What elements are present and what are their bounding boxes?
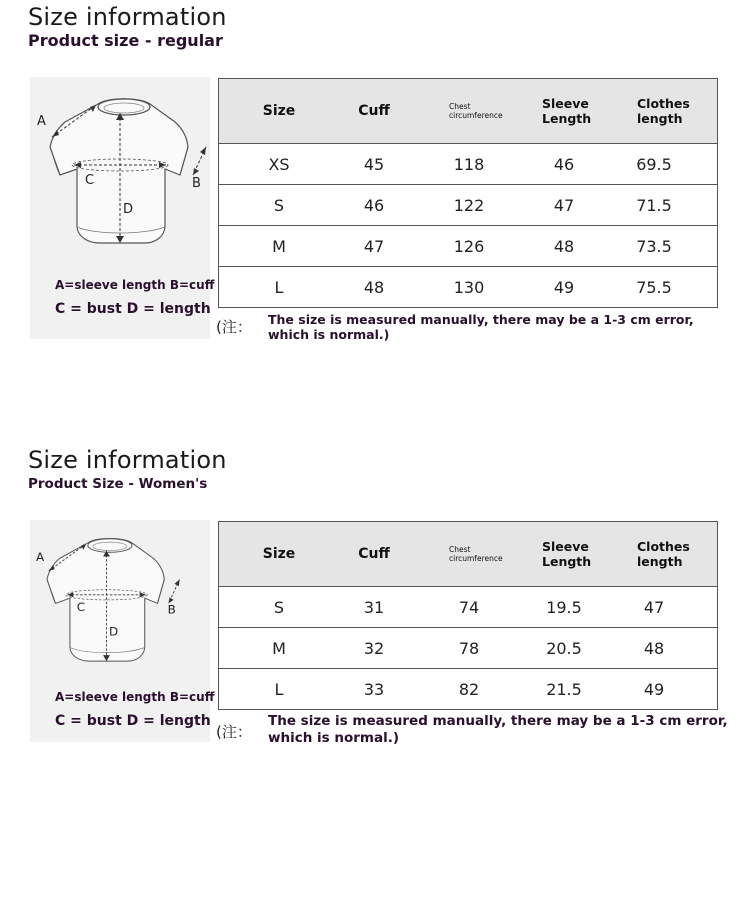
label-d: D xyxy=(109,624,119,639)
label-c: C xyxy=(76,599,86,614)
table-row xyxy=(219,267,717,307)
label-b: B xyxy=(167,602,176,617)
cell-cuff: 32 xyxy=(363,638,385,658)
tshirt-diagram-icon xyxy=(30,77,210,277)
table-row xyxy=(219,226,717,267)
cell-size: XS xyxy=(268,154,290,174)
table-header-row xyxy=(219,522,717,587)
header-size: Size xyxy=(262,546,296,562)
cell-clothes: 75.5 xyxy=(636,277,672,297)
cell-cuff: 33 xyxy=(363,679,385,699)
cell-size: M xyxy=(272,638,286,658)
label-b: B xyxy=(192,176,201,191)
table-row xyxy=(219,587,717,628)
cell-sleeve: 48 xyxy=(553,236,575,256)
label-c: C xyxy=(85,173,95,188)
header-chest: Chest circumference xyxy=(449,545,503,563)
cell-cuff: 45 xyxy=(363,154,385,174)
section-title: Size information xyxy=(28,446,227,474)
cell-sleeve: 20.5 xyxy=(546,638,582,658)
cell-sleeve: 21.5 xyxy=(546,679,582,699)
table-header-row xyxy=(219,79,717,144)
cell-size: L xyxy=(274,679,284,699)
size-table-womens xyxy=(218,521,718,710)
tshirt-diagram-panel xyxy=(30,520,215,742)
table-row xyxy=(219,628,717,669)
legend-line-2: C = bust D = length xyxy=(55,713,211,729)
cell-clothes: 49 xyxy=(643,679,665,699)
header-size: Size xyxy=(262,103,296,119)
cell-size: S xyxy=(273,195,285,215)
cell-chest: 122 xyxy=(453,195,485,215)
header-chest: Chest circumference xyxy=(449,102,503,120)
note-text: The size is measured manually, there may be a 1-3 cm error, which is normal.) xyxy=(268,713,728,746)
cell-size: M xyxy=(272,236,286,256)
label-a: A xyxy=(37,114,46,129)
legend-line-1: A=sleeve length B=cuff xyxy=(55,278,215,292)
note-text: The size is measured manually, there may be a 1-3 cm error, which is normal.) xyxy=(268,312,694,342)
cell-size: S xyxy=(273,597,285,617)
cell-clothes: 71.5 xyxy=(636,195,672,215)
cell-sleeve: 19.5 xyxy=(546,597,582,617)
cell-chest: 82 xyxy=(458,679,480,699)
label-a: A xyxy=(35,549,45,564)
tshirt-diagram-panel xyxy=(30,77,215,339)
cell-cuff: 48 xyxy=(363,277,385,297)
legend-line-2: C = bust D = length xyxy=(55,301,211,317)
cell-clothes: 73.5 xyxy=(636,236,672,256)
cell-clothes: 47 xyxy=(643,597,665,617)
cell-chest: 78 xyxy=(458,638,480,658)
section-subtitle: Product Size - Women's xyxy=(28,476,208,492)
cell-sleeve: 49 xyxy=(553,277,575,297)
header-cuff: Cuff xyxy=(358,103,390,119)
cell-chest: 126 xyxy=(453,236,485,256)
cell-sleeve: 47 xyxy=(553,195,575,215)
note-mark: (注： xyxy=(216,318,252,336)
legend-line-1: A=sleeve length B=cuff xyxy=(55,690,215,704)
table-row xyxy=(219,144,717,185)
cell-cuff: 31 xyxy=(363,597,385,617)
cell-clothes: 69.5 xyxy=(636,154,672,174)
label-d: D xyxy=(123,202,134,217)
size-section-womens xyxy=(0,443,750,773)
cell-chest: 130 xyxy=(453,277,485,297)
header-cuff: Cuff xyxy=(358,546,390,562)
header-sleeve: Sleeve Length xyxy=(542,96,592,126)
header-clothes: Clothes length xyxy=(637,539,690,569)
table-row xyxy=(219,669,717,709)
cell-sleeve: 46 xyxy=(553,154,575,174)
table-row xyxy=(219,185,717,226)
cell-cuff: 46 xyxy=(363,195,385,215)
cell-size: L xyxy=(274,277,284,297)
header-clothes: Clothes length xyxy=(637,96,690,126)
cell-chest: 74 xyxy=(458,597,480,617)
note-mark: (注： xyxy=(216,723,252,741)
cell-cuff: 47 xyxy=(363,236,385,256)
size-table-regular xyxy=(218,78,718,308)
section-title: Size information xyxy=(28,3,227,31)
cell-chest: 118 xyxy=(453,154,485,174)
tshirt-diagram-icon xyxy=(30,520,210,690)
size-section-regular xyxy=(0,0,750,400)
header-sleeve: Sleeve Length xyxy=(542,539,592,569)
section-subtitle: Product size - regular xyxy=(28,31,223,50)
cell-clothes: 48 xyxy=(643,638,665,658)
